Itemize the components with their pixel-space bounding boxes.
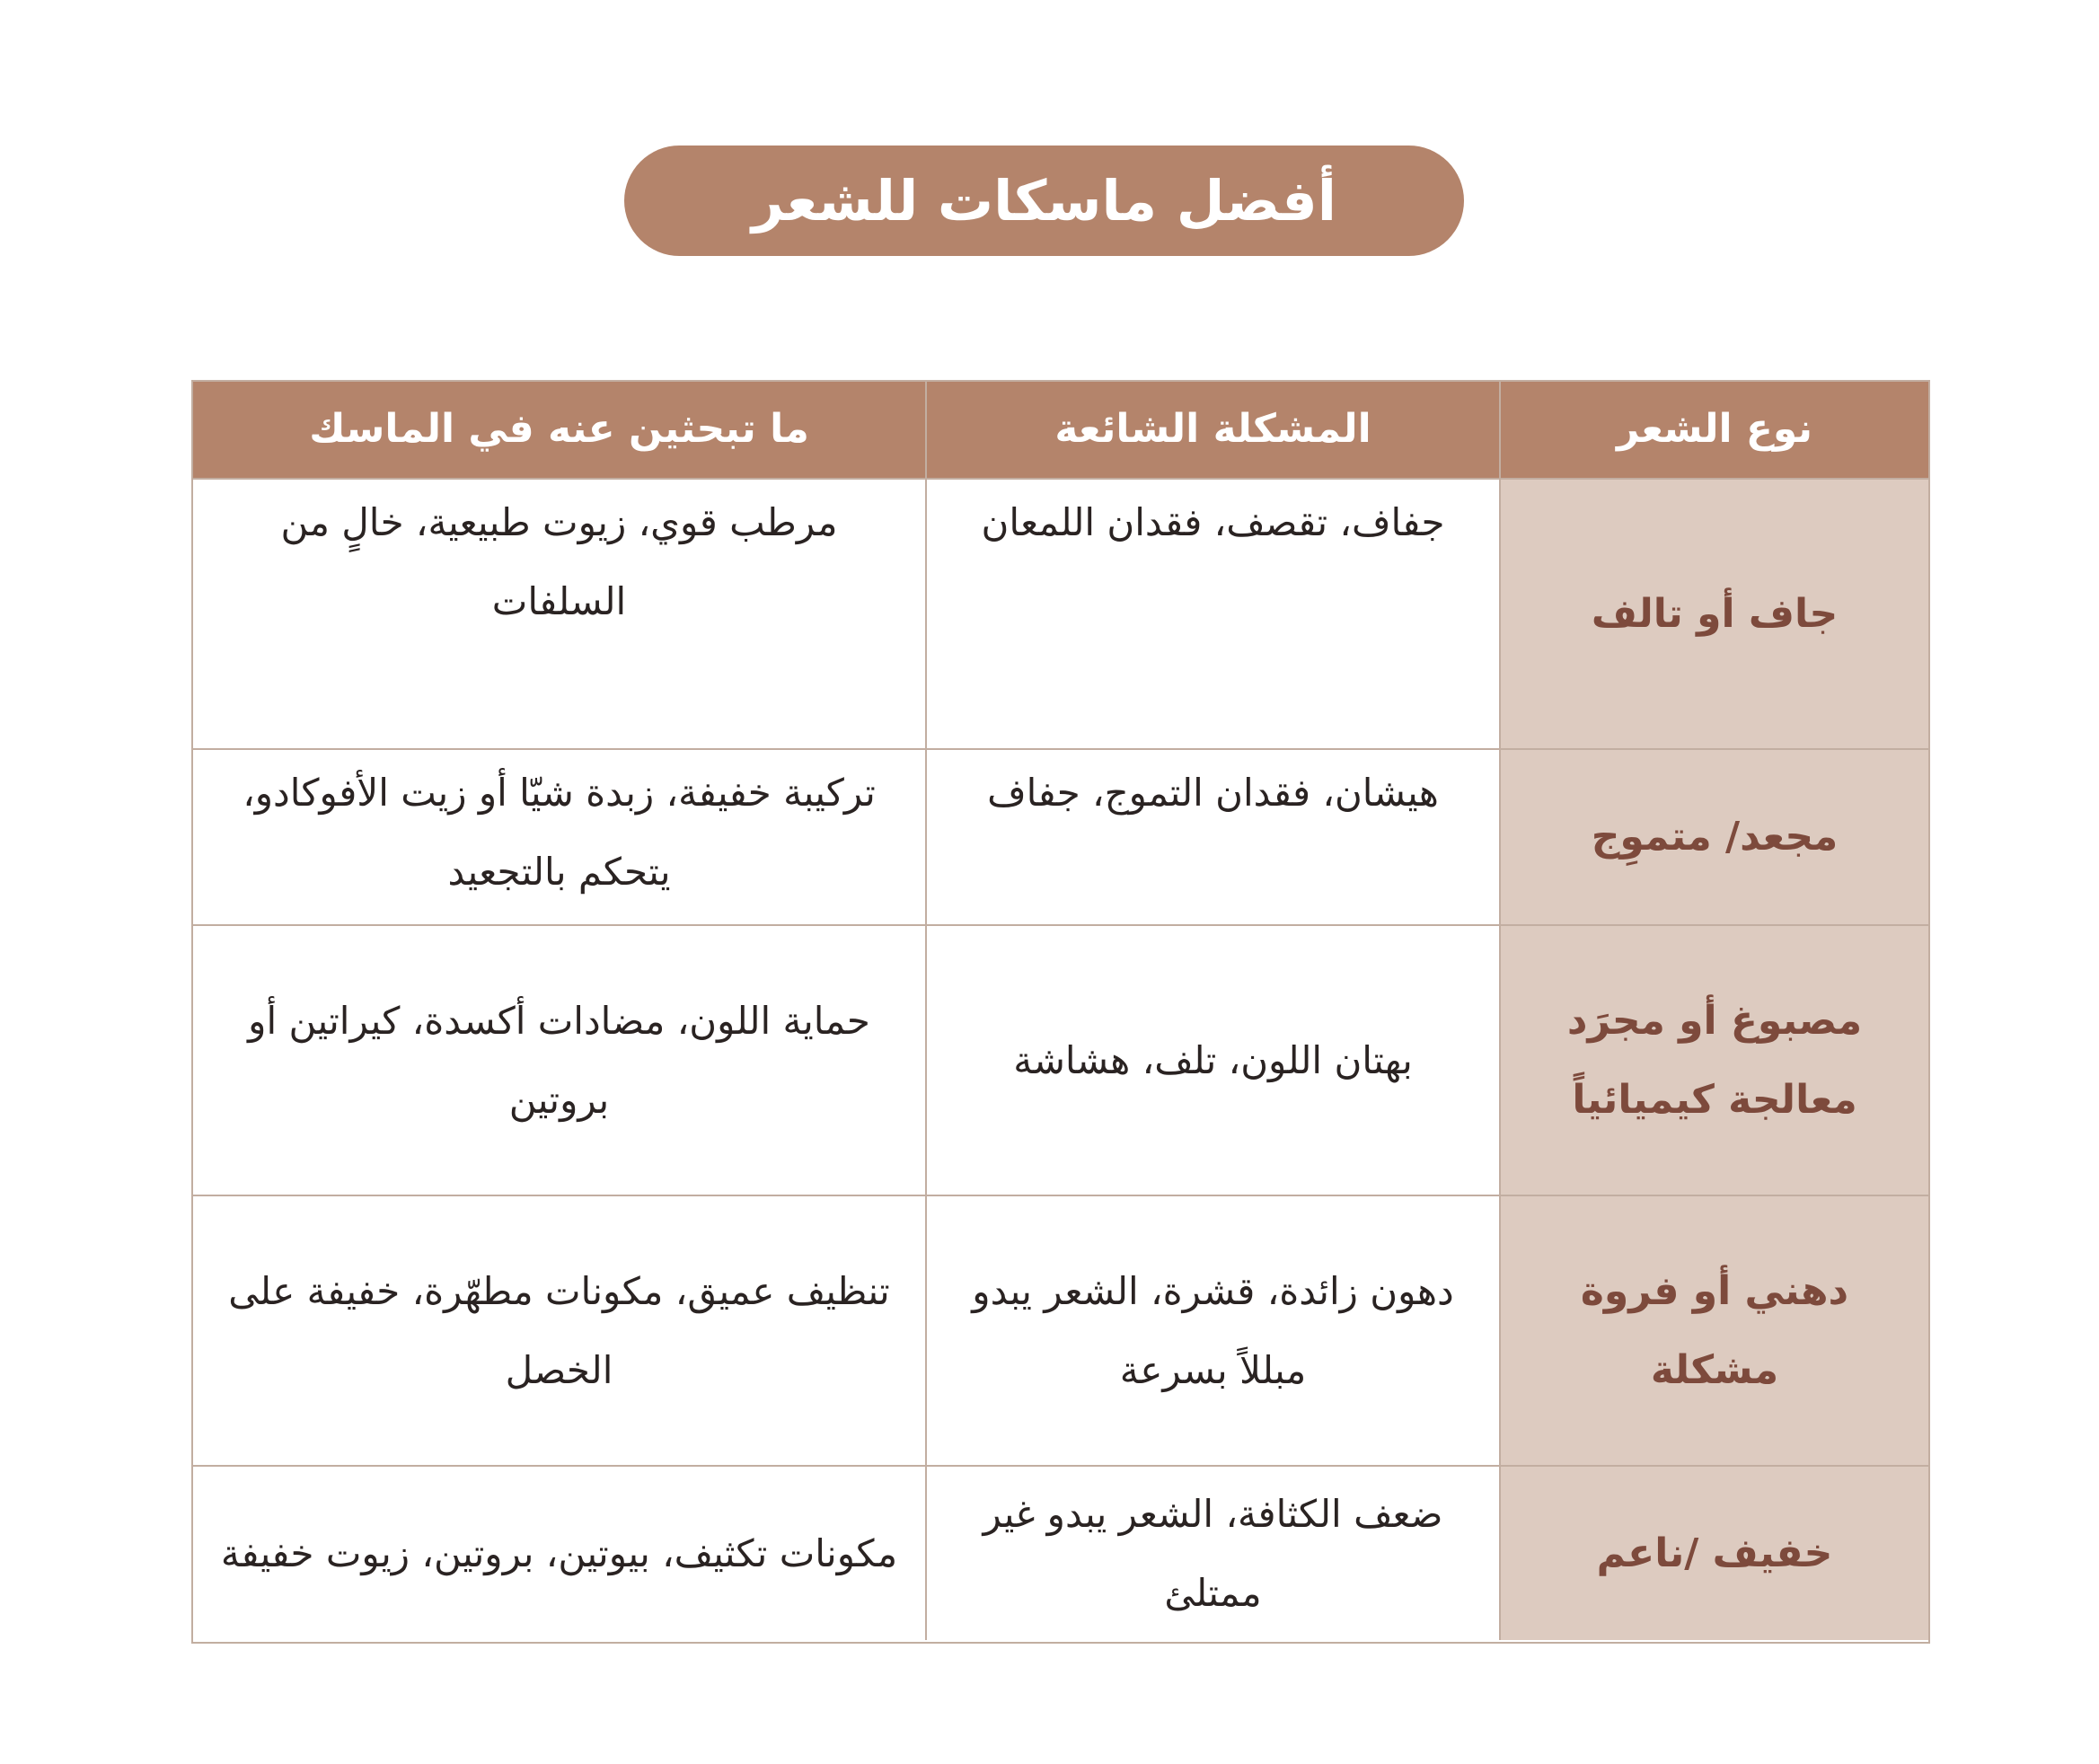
page-title: أفضل ماسكات للشعر [624,146,1464,256]
hair-type-cell: جاف أو تالف [1499,478,1928,748]
look-for-cell: تنظيف عميق، مكونات مطهّرة، خفيفة على الخصل [193,1195,925,1465]
problem-cell: بهتان اللون، تلف، هشاشة [925,924,1499,1195]
header-hair-type: نوع الشعر [1499,382,1928,478]
hair-type-cell: دهني أو فروة مشكلة [1499,1195,1928,1465]
hair-type-cell: مجعد/ متموِج [1499,748,1928,924]
look-for-cell: مرطب قوي، زيوت طبيعية، خالٍ من السلفات [193,478,925,748]
header-what-to-look-for: ما تبحثين عنه في الماسك [193,382,925,478]
look-for-cell: مكونات تكثيف، بيوتين، بروتين، زيوت خفيفة [193,1465,925,1640]
problem-cell: هيشان، فقدان التموج، جفاف [925,748,1499,924]
hair-masks-table [191,380,1930,1644]
hair-type-cell: مصبوغ أو مجرَد معالجة كيميائياً [1499,924,1928,1195]
header-common-problem: المشكلة الشائعة [925,382,1499,478]
look-for-cell: تركيبة خفيفة، زبدة شيّا أو زيت الأفوكادو، يتحكم بالتجعيد [193,748,925,924]
problem-cell: ضعف الكثافة، الشعر يبدو غير ممتلئ [925,1465,1499,1640]
hair-type-cell: خفيف /ناعم [1499,1465,1928,1640]
look-for-cell: حماية اللون، مضادات أكسدة، كيراتين أو بروتين [193,924,925,1195]
problem-cell: دهون زائدة، قشرة، الشعر يبدو مبللاً بسرعة [925,1195,1499,1465]
problem-cell: جفاف، تقصف، فقدان اللمعان [925,478,1499,748]
